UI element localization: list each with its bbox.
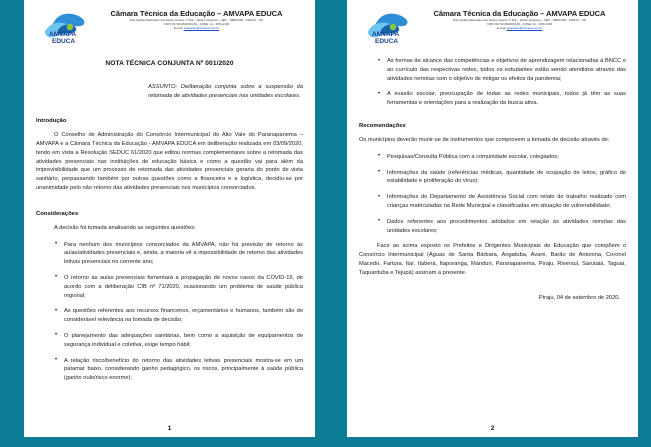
document-page-1	[24, 0, 315, 437]
letterhead-email-link[interactable]: educacao@amvapa.com.br	[506, 26, 543, 31]
letterhead-address-line-2: CNPJ 03.710.263/0001-60 – FONE: 14 – 3351-1330	[486, 21, 553, 26]
list-item: • Pesquisas/Consulta Pública com a comunidade escolar, colegiados;	[379, 153, 626, 162]
letterhead	[36, 5, 303, 46]
continued-bullet-list	[359, 57, 626, 108]
consideracoes-lead: A decisão foi tomada analisando as seguintes questões:	[54, 224, 196, 231]
document-page-2	[347, 0, 638, 437]
recomendacoes-lead: Os municípios deverão munir-se de instrumentos que comprovem a tomada de decisão através de:	[359, 136, 610, 143]
list-item: • Informações do Departamento de Assistência Social com relato do trabalho realizado com crianças matriculadas na Rede Municipal e classificadas em situação de vulnerabilidade;	[379, 193, 626, 211]
list-item: • Dados referentes aos procedimentos adotados em relação às atividades remotas das unidades escolares;	[379, 218, 626, 236]
page-number-1: 1	[167, 424, 172, 432]
letterhead	[359, 5, 626, 46]
consideracoes-bullet-list	[36, 241, 303, 383]
section-heading-introducao: Introdução	[36, 118, 67, 125]
letterhead-address-line-1: Rua Capitão Maximiano dos Santos Guerra, nº 332 – Jardim Junqueira – CEP – 18800-000 – PIRAJU – SP.	[452, 18, 587, 22]
list-item: • Informações da saúde (referências médicas, quantidade de ocupação de leitos, gráfico de estabilidade e proliferação do vírus);	[379, 169, 626, 187]
letterhead-email	[90, 26, 303, 30]
amvapa-educa-logo-icon	[359, 10, 411, 46]
letterhead-address-line-1: Rua Capitão Maximiano dos Santos Guerra, nº 332 – Jardim Junqueira – CEP – 18800-000 – PIRAJU – SP.	[129, 18, 264, 22]
list-item: • O planejamento das adequações sanitárias, bem como a aquisição de equipamentos de segurança individual e coletiva, exige tempo hábil;	[56, 332, 303, 350]
section-heading-recomendacoes: Recomendações	[359, 122, 406, 129]
closing-paragraph: Face ao acima exposto os Prefeitos e Dirigentes Municipais de Educação que compõem o Consórcio Intermunicipal (Águas de Santa Bárbara, Angatuba, Avaré, Barão de Antonina, Coronel Macedo, Fartura, Itaí, Itaberá, Itaporanga, Manduri, Paranapanema, Piraju, Riversul, Sarutaiá, Taguaí, Taquarituba e Tejupá) assinam a presente.	[359, 243, 626, 276]
date-stamp: Piraju, 04 de setembro de 2020.	[539, 294, 620, 301]
svg-text:AMVAPA: AMVAPA	[372, 31, 400, 38]
letterhead-email	[413, 26, 626, 30]
list-item: • As formas de alcance das competências e objetivos de aprendizagem relacionadas á BNCC e ao currículo das respectivas redes, todos os estudantes estão sendo atendidos através das atividades remotas com o objetivo de mitigar os efeitos da pandemia;	[379, 57, 626, 83]
list-item: • Para nenhum dos municípios consorciados da AMVAPA, não há previsão de retorno às aulas/atividades presenciais e, ainda, a maioria vê a impossibilidade de retorno das atividades letivas presenciais no corrente ano;	[56, 241, 303, 267]
letterhead-email-label: E-mail:	[173, 26, 183, 31]
list-item: • As questões referentes aos recursos financeiros, orçamentários e humanos, também são de considerável relevância na tomada de decisão;	[56, 307, 303, 325]
svg-text:EDUCA: EDUCA	[52, 38, 76, 45]
page-number-badge-1	[24, 419, 315, 437]
letterhead-title: Câmara Técnica da Educação – AMVAPA EDUCA	[433, 9, 606, 18]
list-item: • O retorno às aulas presenciais fomentará a propagação de novos casos da COVID-19, de acordo com a deliberação CIB nº 71/2020, ocasionando um problema de saúde pública regional;	[56, 274, 303, 300]
list-item: • A evasão escolar, preocupação de todas as redes municipais, todos já têm as suas ferramentas e orientações para a realização da busca ativa.	[379, 90, 626, 108]
svg-text:EDUCA: EDUCA	[375, 38, 399, 45]
svg-text:AMVAPA: AMVAPA	[49, 31, 77, 38]
letterhead-email-label: E-mail:	[496, 26, 506, 31]
amvapa-educa-logo-icon	[36, 10, 88, 46]
list-item: • A relação risco/benefício do retorno das atividades letivas presenciais mostra-se em um patamar baixo, considerando ganho pedagógico, os riscos, principalmente à saúde pública (ganho nulo/risco enorme);	[56, 357, 303, 383]
document-title: NOTA TÉCNICA CONJUNTA Nº 001/2020	[105, 60, 234, 67]
intro-paragraph: O Conselho de Administração do Consórcio Intermunicipal do Alto Vale do Paranapanema – AMVAPA e a Câmara Técnica da Educação - AMVAPA EDUCA em deliberação realizada em 03/09/2020, tendo em vista a Resolução SEDUC 61/2020 que editou normas complementares sobre a retomada das atividades presenciais nas instituições de educação básica e como a questão vai para além da imprevisibilidade que um processo de retomada das atividades presenciais geraria do ponto de vista sanitário, perpassando também por outras questões como a financeira e a logística, decidiu-se por unanimidade pelo não retorno das atividades presenciais nos municípios consorciados.	[36, 132, 303, 191]
letterhead-address-line-2: CNPJ 03.710.263/0001-60 – FONE: 14 – 3351-1330	[163, 21, 230, 26]
subject-block: ASSUNTO: Deliberação conjunta sobre a suspensão da retomada de atividades presenciais nas unidades escolares.	[148, 84, 303, 99]
letterhead-title: Câmara Técnica da Educação – AMVAPA EDUCA	[110, 9, 283, 18]
page-number-2: 2	[490, 424, 495, 432]
recomendacoes-bullet-list	[359, 153, 626, 236]
page-number-badge-2	[347, 419, 638, 437]
section-heading-consideracoes: Considerações	[36, 210, 79, 217]
letterhead-email-link[interactable]: educacao@amvapa.com.br	[183, 26, 220, 31]
